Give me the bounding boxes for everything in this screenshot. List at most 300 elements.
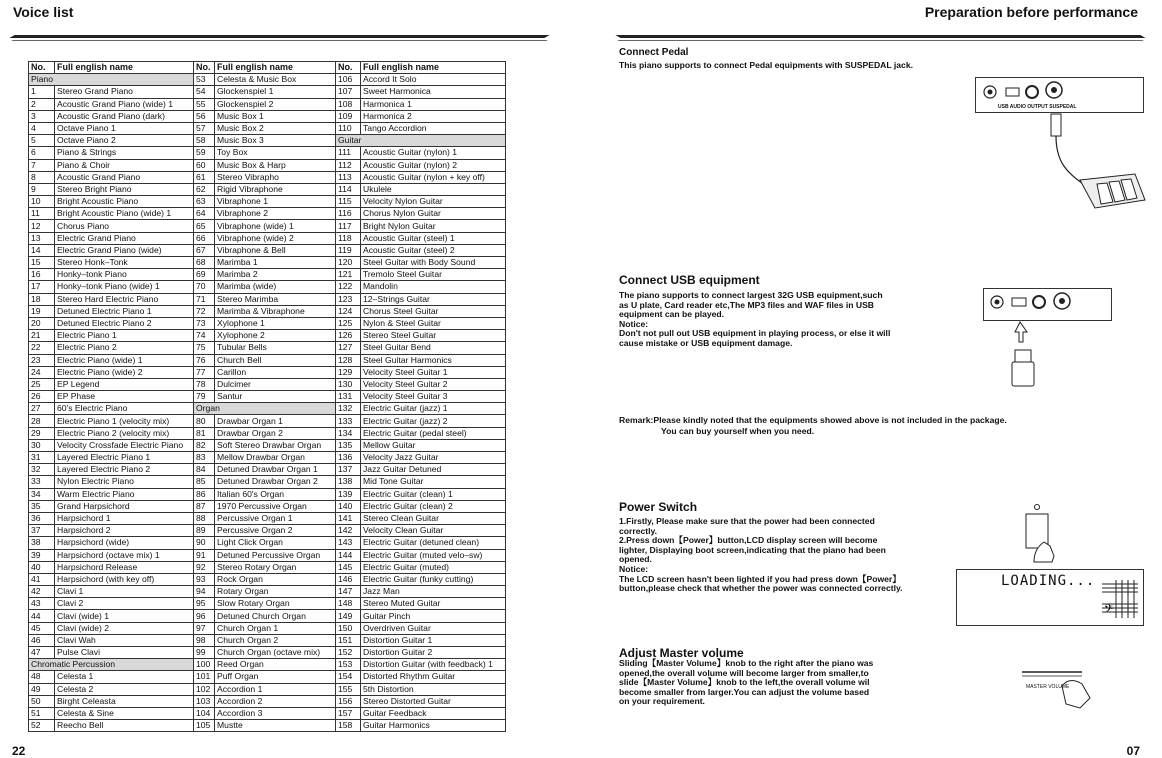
voice-number: 143 xyxy=(336,537,361,549)
voice-name: Harpsichord 2 xyxy=(55,525,194,537)
voice-name: Church Organ (octave mix) xyxy=(215,647,336,659)
voice-name: Electric Piano 1 (velocity mix) xyxy=(55,415,194,427)
voice-number: 5 xyxy=(29,135,55,147)
pedal-section-title: Connect Pedal xyxy=(619,47,689,58)
voice-number: 120 xyxy=(336,257,361,269)
voice-number: 11 xyxy=(29,208,55,220)
table-row xyxy=(29,512,506,524)
voice-name: Accordion 2 xyxy=(215,695,336,707)
voice-name: 12–Strings Guitar xyxy=(361,293,506,305)
voice-number: 7 xyxy=(29,159,55,171)
voice-name: Xylophone 1 xyxy=(215,317,336,329)
voice-name: Rotary Organ xyxy=(215,586,336,598)
voice-name: Harpsichord (wide) xyxy=(55,537,194,549)
voice-name: Jazz Guitar Detuned xyxy=(361,464,506,476)
table-row xyxy=(29,488,506,500)
voice-name: Layered Electric Piano 1 xyxy=(55,452,194,464)
voice-name: Vibraphone (wide) 1 xyxy=(215,220,336,232)
voice-number: 53 xyxy=(194,74,215,86)
voice-name: Vibraphone & Bell xyxy=(215,244,336,256)
voice-name: EP Legend xyxy=(55,378,194,390)
left-header-rule xyxy=(12,28,547,44)
voice-number: 22 xyxy=(29,342,55,354)
voice-name: Harpsichord 1 xyxy=(55,512,194,524)
voice-number: 92 xyxy=(194,561,215,573)
voice-name: Detuned Church Organ xyxy=(215,610,336,622)
usb-label: USB xyxy=(998,104,1009,110)
voice-number: 121 xyxy=(336,269,361,281)
power-section-title: Power Switch xyxy=(619,500,698,514)
voice-name: Warm Electric Piano xyxy=(55,488,194,500)
body-line: as U plate, Card reader etc,The MP3 files and WAF files in USB xyxy=(619,299,875,310)
table-row xyxy=(29,232,506,244)
voice-number: 146 xyxy=(336,573,361,585)
voice-number: 107 xyxy=(336,86,361,98)
table-row xyxy=(29,378,506,390)
voice-number: 128 xyxy=(336,354,361,366)
voice-number: 9 xyxy=(29,183,55,195)
voice-name: Chorus Piano xyxy=(55,220,194,232)
voice-number: 82 xyxy=(194,439,215,451)
voice-name: Tubular Bells xyxy=(215,342,336,354)
voice-number: 83 xyxy=(194,452,215,464)
voice-number: 23 xyxy=(29,354,55,366)
voice-name: Percussive Organ 2 xyxy=(215,525,336,537)
body-line: Don't not pull out USB equipment in playing process, or else it will xyxy=(619,328,891,339)
voice-number: 135 xyxy=(336,439,361,451)
voice-name: Puff Organ xyxy=(215,671,336,683)
voice-number: 86 xyxy=(194,488,215,500)
voice-number: 75 xyxy=(194,342,215,354)
table-row xyxy=(29,415,506,427)
voice-number: 84 xyxy=(194,464,215,476)
voice-name: Celesta & Music Box xyxy=(215,74,336,86)
voice-name: Clavi (wide) 1 xyxy=(55,610,194,622)
left-page-header: Voice list xyxy=(13,4,74,20)
voice-name: Chorus Steel Guitar xyxy=(361,305,506,317)
voice-number: 154 xyxy=(336,671,361,683)
voice-number: 67 xyxy=(194,244,215,256)
table-row xyxy=(29,330,506,342)
voice-name: Mandolin xyxy=(361,281,506,293)
voice-name: Velocity Clean Guitar xyxy=(361,525,506,537)
voice-name: Jazz Man xyxy=(361,586,506,598)
voice-number: 87 xyxy=(194,500,215,512)
voice-number: 152 xyxy=(336,647,361,659)
voice-number: 30 xyxy=(29,439,55,451)
table-row xyxy=(29,281,506,293)
voice-name: Church Bell xyxy=(215,354,336,366)
voice-number: 36 xyxy=(29,512,55,524)
staff-icon xyxy=(1082,578,1140,622)
voice-name: Celesta & Sine xyxy=(55,707,194,719)
voice-name: Bright Acoustic Piano (wide) 1 xyxy=(55,208,194,220)
voice-name: Stereo Muted Guitar xyxy=(361,598,506,610)
pedal-jack-panel xyxy=(975,77,1144,113)
left-page-number: 22 xyxy=(12,744,26,758)
table-row xyxy=(29,135,506,147)
voice-number: 17 xyxy=(29,281,55,293)
voice-number: 118 xyxy=(336,232,361,244)
voice-name: Grand Harpsichord xyxy=(55,500,194,512)
voice-number: 136 xyxy=(336,452,361,464)
voice-number: 47 xyxy=(29,647,55,659)
voice-number: 19 xyxy=(29,305,55,317)
voice-name: Electric Piano (wide) 2 xyxy=(55,366,194,378)
voice-name: Velocity Crossfade Electric Piano xyxy=(55,439,194,451)
voice-name: Light Click Organ xyxy=(215,537,336,549)
voice-number: 102 xyxy=(194,683,215,695)
voice-number: 32 xyxy=(29,464,55,476)
table-row xyxy=(29,549,506,561)
table-row xyxy=(29,720,506,732)
voice-name: Stereo Bright Piano xyxy=(55,183,194,195)
voice-name: Harpsichord (octave mix) 1 xyxy=(55,549,194,561)
voice-name: Stereo Distorted Guitar xyxy=(361,695,506,707)
voice-name: Clavi Wah xyxy=(55,634,194,646)
col-header-no: No. xyxy=(336,62,361,74)
voice-name: Marimba 1 xyxy=(215,257,336,269)
table-row xyxy=(29,634,506,646)
table-row xyxy=(29,342,506,354)
voice-number: 16 xyxy=(29,269,55,281)
pedal-label: SUSPEDAL xyxy=(1049,104,1077,110)
category-label: Organ xyxy=(194,403,336,415)
voice-number: 54 xyxy=(194,86,215,98)
col-header-name: Full english name xyxy=(361,62,506,74)
voice-name: Mellow Guitar xyxy=(361,439,506,451)
table-row xyxy=(29,707,506,719)
voice-number: 153 xyxy=(336,659,361,671)
table-row xyxy=(29,403,506,415)
volume-section-title: Adjust Master volume xyxy=(619,646,744,660)
table-row xyxy=(29,293,506,305)
voice-number: 29 xyxy=(29,427,55,439)
voice-name: Tremolo Steel Guitar xyxy=(361,269,506,281)
voice-name: Birght Celeasta xyxy=(55,695,194,707)
voice-name: Electric Guitar (funky cutting) xyxy=(361,573,506,585)
voice-name: Harmonica 1 xyxy=(361,98,506,110)
table-row xyxy=(29,305,506,317)
voice-name: Steel Guitar Bend xyxy=(361,342,506,354)
voice-name: Music Box 2 xyxy=(215,122,336,134)
right-page-header: Preparation before performance xyxy=(924,4,1138,20)
voice-number: 64 xyxy=(194,208,215,220)
table-row xyxy=(29,671,506,683)
voice-number: 138 xyxy=(336,476,361,488)
table-row xyxy=(29,147,506,159)
voice-name: Acoustic Grand Piano (wide) 1 xyxy=(55,98,194,110)
voice-name: Electric Piano 1 xyxy=(55,330,194,342)
table-row xyxy=(29,586,506,598)
table-row xyxy=(29,86,506,98)
voice-number: 1 xyxy=(29,86,55,98)
voice-number: 125 xyxy=(336,317,361,329)
table-row xyxy=(29,220,506,232)
voice-name: Electric Piano (wide) 1 xyxy=(55,354,194,366)
voice-number: 21 xyxy=(29,330,55,342)
voice-name: Clavi 2 xyxy=(55,598,194,610)
voice-number: 68 xyxy=(194,257,215,269)
table-row xyxy=(29,610,506,622)
body-line: Notice: xyxy=(619,318,649,329)
voice-name: Electric Piano 2 xyxy=(55,342,194,354)
voice-name: Velocity Jazz Guitar xyxy=(361,452,506,464)
voice-number: 108 xyxy=(336,98,361,110)
voice-name: Glockenspiel 2 xyxy=(215,98,336,110)
voice-number: 148 xyxy=(336,598,361,610)
voice-number: 26 xyxy=(29,391,55,403)
voice-name: Steel Guitar with Body Sound xyxy=(361,257,506,269)
voice-number: 15 xyxy=(29,257,55,269)
remark-note xyxy=(619,415,1007,437)
voice-number: 63 xyxy=(194,196,215,208)
table-row xyxy=(29,74,506,86)
voice-name: 5th Distortion xyxy=(361,683,506,695)
voice-number: 97 xyxy=(194,622,215,634)
voice-number: 48 xyxy=(29,671,55,683)
voice-number: 71 xyxy=(194,293,215,305)
voice-number: 90 xyxy=(194,537,215,549)
voice-number: 28 xyxy=(29,415,55,427)
voice-name: Octave Piano 1 xyxy=(55,122,194,134)
voice-number: 51 xyxy=(29,707,55,719)
table-row xyxy=(29,244,506,256)
voice-name: Honky–tonk Piano xyxy=(55,269,194,281)
voice-name: Drawbar Organ 1 xyxy=(215,415,336,427)
jack-panel-drawing xyxy=(984,289,1111,320)
voice-name: Stereo Clean Guitar xyxy=(361,512,506,524)
voice-number: 158 xyxy=(336,720,361,732)
voice-name: Music Box 3 xyxy=(215,135,336,147)
voice-number: 44 xyxy=(29,610,55,622)
table-row xyxy=(29,476,506,488)
voice-number: 49 xyxy=(29,683,55,695)
voice-name: Mellow Drawbar Organ xyxy=(215,452,336,464)
body-line: opened. xyxy=(619,554,652,565)
table-row xyxy=(29,98,506,110)
body-line: cause mistake or USB equipment damage. xyxy=(619,337,793,348)
voice-number: 140 xyxy=(336,500,361,512)
voice-name: Music Box & Harp xyxy=(215,159,336,171)
voice-number: 150 xyxy=(336,622,361,634)
table-row xyxy=(29,122,506,134)
pedal-illustration xyxy=(1035,110,1150,220)
pedal-section-body xyxy=(619,61,959,71)
voice-number: 13 xyxy=(29,232,55,244)
voice-name: Electric Guitar (jazz) 1 xyxy=(361,403,506,415)
voice-name: 60's Electric Piano xyxy=(55,403,194,415)
right-header-rule xyxy=(618,28,1143,44)
voice-name: Percussive Organ 1 xyxy=(215,512,336,524)
voice-number: 112 xyxy=(336,159,361,171)
voice-number: 114 xyxy=(336,183,361,195)
voice-name: Electric Guitar (pedal steel) xyxy=(361,427,506,439)
voice-number: 41 xyxy=(29,573,55,585)
voice-number: 80 xyxy=(194,415,215,427)
table-row xyxy=(29,464,506,476)
category-label: Guitar xyxy=(336,135,506,147)
table-row xyxy=(29,695,506,707)
voice-name: Sweet Harmonica xyxy=(361,86,506,98)
table-row xyxy=(29,110,506,122)
voice-number: 133 xyxy=(336,415,361,427)
body-line: equipment can be played. xyxy=(619,309,725,320)
table-header-row xyxy=(29,62,506,74)
voice-number: 88 xyxy=(194,512,215,524)
voice-name: Accord It Solo xyxy=(361,74,506,86)
table-row xyxy=(29,573,506,585)
volume-label: MASTER VOLUME xyxy=(1026,684,1070,690)
voice-number: 89 xyxy=(194,525,215,537)
lcd-text: LOADING... xyxy=(1001,573,1096,589)
voice-name: Harpsichord (with key off) xyxy=(55,573,194,585)
usb-stick-illustration xyxy=(1003,320,1043,390)
voice-name: Clavi (wide) 2 xyxy=(55,622,194,634)
volume-section-body xyxy=(619,659,919,707)
voice-number: 157 xyxy=(336,707,361,719)
voice-name: Stereo Honk–Tonk xyxy=(55,257,194,269)
voice-number: 65 xyxy=(194,220,215,232)
voice-name: Acoustic Guitar (steel) 2 xyxy=(361,244,506,256)
voice-number: 122 xyxy=(336,281,361,293)
voice-number: 52 xyxy=(29,720,55,732)
voice-name: Drawbar Organ 2 xyxy=(215,427,336,439)
voice-name: Marimba & Vibraphone xyxy=(215,305,336,317)
voice-number: 103 xyxy=(194,695,215,707)
voice-number: 2 xyxy=(29,98,55,110)
voice-name: Electric Guitar (muted velo–sw) xyxy=(361,549,506,561)
voice-name: Stereo Steel Guitar xyxy=(361,330,506,342)
voice-number: 6 xyxy=(29,147,55,159)
table-row xyxy=(29,439,506,451)
voice-number: 4 xyxy=(29,122,55,134)
body-line: 1.Firstly, Please make sure that the power had been connected xyxy=(619,516,875,526)
voice-name: Vibraphone 2 xyxy=(215,208,336,220)
voice-name: Dulcimer xyxy=(215,378,336,390)
voice-number: 42 xyxy=(29,586,55,598)
voice-name: Accordion 1 xyxy=(215,683,336,695)
voice-number: 101 xyxy=(194,671,215,683)
right-page-number: 07 xyxy=(1126,744,1140,758)
voice-number: 56 xyxy=(194,110,215,122)
voice-name: Steel Guitar Harmonics xyxy=(361,354,506,366)
voice-name: Acoustic Guitar (nylon) 1 xyxy=(361,147,506,159)
voice-name: Electric Guitar (detuned clean) xyxy=(361,537,506,549)
voice-name: Slow Rotary Organ xyxy=(215,598,336,610)
audio-label: AUDIO OUTPUT xyxy=(1009,104,1048,110)
table-row xyxy=(29,598,506,610)
col-header-no: No. xyxy=(194,62,215,74)
table-row xyxy=(29,269,506,281)
table-row xyxy=(29,525,506,537)
col-header-no: No. xyxy=(29,62,55,74)
voice-number: 130 xyxy=(336,378,361,390)
voice-name: Distorted Rhythm Guitar xyxy=(361,671,506,683)
voice-name: Mustte xyxy=(215,720,336,732)
voice-number: 119 xyxy=(336,244,361,256)
body-line: slide【Master Volume】knob to the left,the overall volume wil xyxy=(619,677,870,688)
power-button-illustration xyxy=(1020,502,1060,564)
voice-name: Acoustic Grand Piano (dark) xyxy=(55,110,194,122)
voice-number: 70 xyxy=(194,281,215,293)
body-line: correctly. xyxy=(619,525,658,536)
voice-name: Electric Guitar (jazz) 2 xyxy=(361,415,506,427)
voice-number: 79 xyxy=(194,391,215,403)
voice-name: Distortion Guitar (with feedback) 1 xyxy=(361,659,506,671)
voice-number: 134 xyxy=(336,427,361,439)
voice-number: 126 xyxy=(336,330,361,342)
voice-name: Clavi 1 xyxy=(55,586,194,598)
voice-name: Reed Organ xyxy=(215,659,336,671)
table-row xyxy=(29,171,506,183)
voice-number: 141 xyxy=(336,512,361,524)
table-row xyxy=(29,257,506,269)
table-row xyxy=(29,659,506,671)
body-line: on your requirement. xyxy=(619,696,705,707)
voice-name: Stereo Marimba xyxy=(215,293,336,305)
body-line: lighter, Displaying boot screen,indicating that the piano had been xyxy=(619,544,886,555)
voice-name: Acoustic Guitar (steel) 1 xyxy=(361,232,506,244)
voice-name: Stereo Grand Piano xyxy=(55,86,194,98)
voice-number: 95 xyxy=(194,598,215,610)
voice-name: Piano & Strings xyxy=(55,147,194,159)
voice-number: 45 xyxy=(29,622,55,634)
voice-number: 18 xyxy=(29,293,55,305)
table-row xyxy=(29,366,506,378)
voice-number: 3 xyxy=(29,110,55,122)
voice-number: 69 xyxy=(194,269,215,281)
voice-number: 37 xyxy=(29,525,55,537)
voice-number: 24 xyxy=(29,366,55,378)
voice-name: Italian 60's Organ xyxy=(215,488,336,500)
voice-name: Honky–tonk Piano (wide) 1 xyxy=(55,281,194,293)
table-row xyxy=(29,427,506,439)
voice-number: 127 xyxy=(336,342,361,354)
voice-number: 147 xyxy=(336,586,361,598)
voice-number: 61 xyxy=(194,171,215,183)
voice-number: 129 xyxy=(336,366,361,378)
voice-name: Nylon Electric Piano xyxy=(55,476,194,488)
voice-number: 132 xyxy=(336,403,361,415)
voice-number: 111 xyxy=(336,147,361,159)
power-section-body xyxy=(619,517,939,594)
table-row xyxy=(29,159,506,171)
voice-number: 85 xyxy=(194,476,215,488)
voice-number: 110 xyxy=(336,122,361,134)
voice-name: Detuned Electric Piano 2 xyxy=(55,317,194,329)
body-line: Notice: xyxy=(619,563,649,574)
body-line: The piano supports to connect largest 32G USB equipment,such xyxy=(619,290,883,300)
voice-number: 59 xyxy=(194,147,215,159)
table-row xyxy=(29,683,506,695)
voice-number: 34 xyxy=(29,488,55,500)
voice-name: Carillon xyxy=(215,366,336,378)
voice-number: 38 xyxy=(29,537,55,549)
body-line: Sliding【Master Volume】knob to the right after the piano was xyxy=(619,658,874,668)
voice-name: Music Box 1 xyxy=(215,110,336,122)
voice-number: 31 xyxy=(29,452,55,464)
body-line: 2.Press down【Power】button,LCD display screen will become xyxy=(619,535,878,546)
voice-name: Marimba (wide) xyxy=(215,281,336,293)
body-line: button,please check that whether the power was connected correctly. xyxy=(619,583,903,594)
voice-number: 43 xyxy=(29,598,55,610)
voice-name: EP Phase xyxy=(55,391,194,403)
voice-name: Mid Tone Guitar xyxy=(361,476,506,488)
voice-name: Stereo Rotary Organ xyxy=(215,561,336,573)
voice-number: 94 xyxy=(194,586,215,598)
table-row xyxy=(29,391,506,403)
